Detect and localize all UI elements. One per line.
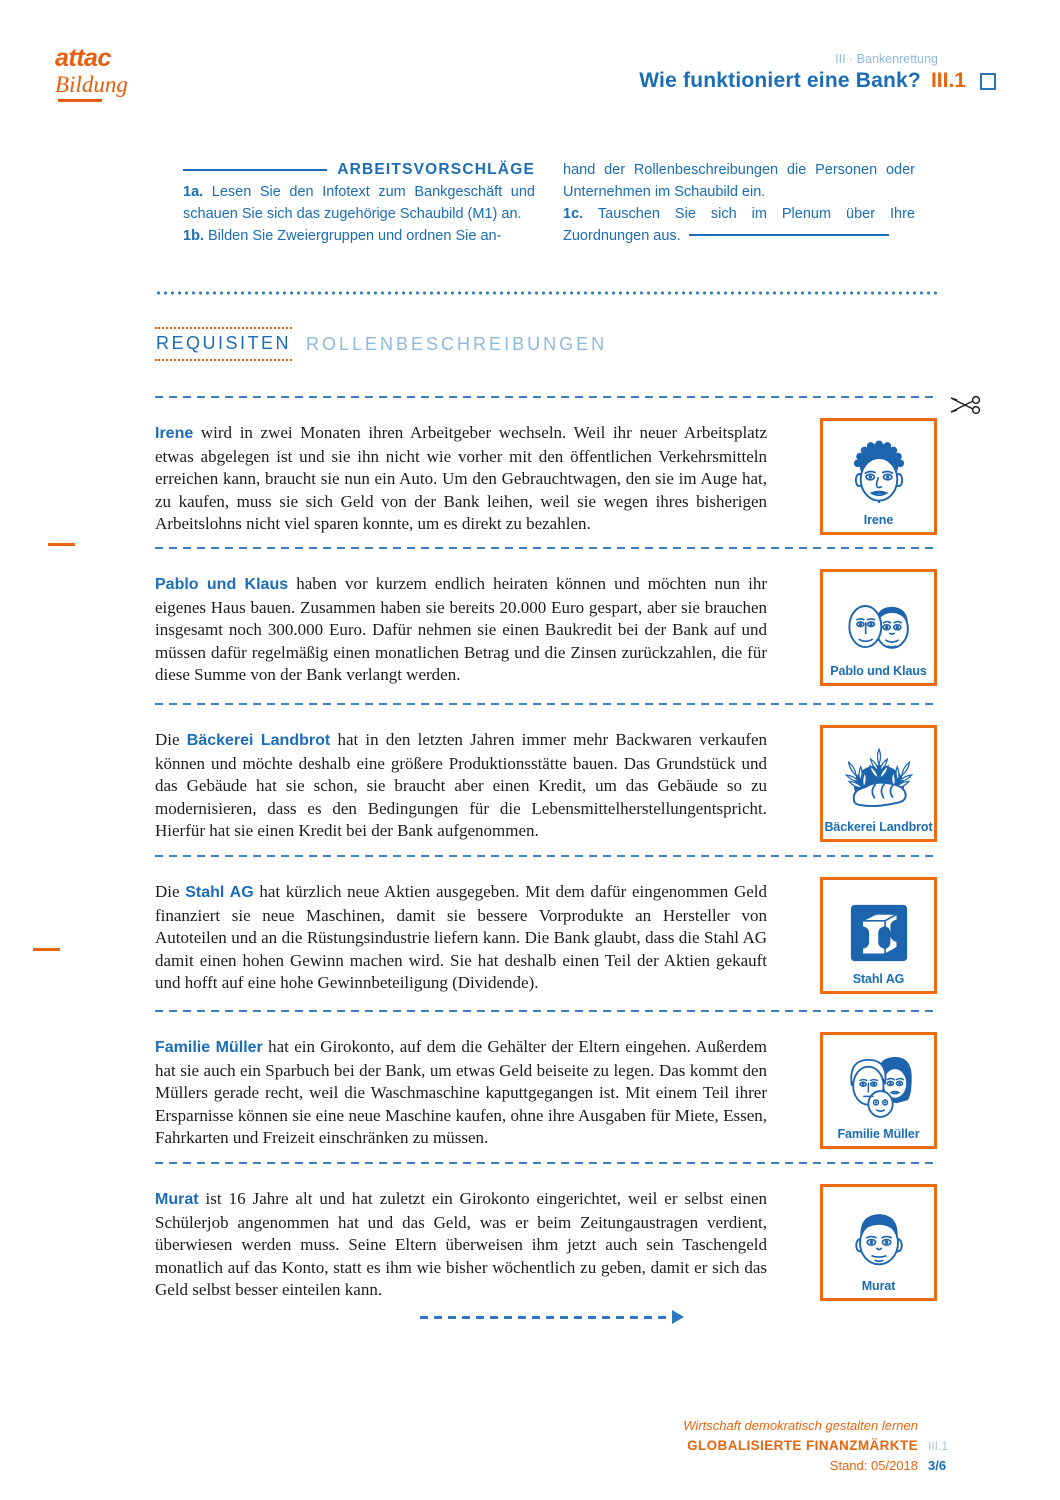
young-man-face-icon bbox=[841, 1202, 917, 1278]
task-number-1b: 1b. bbox=[183, 228, 204, 244]
arrow-dashed-line bbox=[420, 1316, 672, 1319]
role-text: Die Bäckerei Landbrot hat in den letzten Jahren immer mehr Backwaren verkaufen können und möchte deshalb eine größere Produktionsstätte bauen. Das Grundstück und das Gebäude hat sie schon, sie braucht aber einen Kredit, um das Gebäude so zu modernisieren, dass es den Bedingungen für die Lebensmittelherstellungentspricht. Hierfür hat sie einen Kredit bei der Bank aufgenommen. bbox=[155, 730, 768, 840]
role-text: Pablo und Klaus haben vor kurzem endlich heiraten können und möchten nun ihr eigenes Haus bauen. Zusammen haben sie bereits 20.000 Euro gespart, aber sie brauchen insgesamt noch 300.000 Euro. Dafür nehmen sie einen Baukredit bei der Bank auf und müssen dafür regelmäßig einen monatlichen Betrag und die Zinsen zurückzahlen, die für diese Summe von der Bank verlangt werden. bbox=[155, 574, 767, 684]
role-text: Irene wird in zwei Monaten ihren Arbeitgeber wechseln. Weil ihr neuer Arbeitsplatz etwas abgelegen ist und sie ihn nicht wie vorher mit den öffentlichen Verkehrsmitteln erreichen kann, braucht sie nun ein Auto. Um den Gebrauchtwagen, den sie im Auge hat, zu kaufen, muss sie sich Geld von der Bank leihen, weil sie wegen ihres bisherigen Arbeitslohns nicht viel sparen konnte, um es direkt zu bezahlen. bbox=[155, 423, 767, 533]
logo-word-attac: attac bbox=[55, 44, 111, 72]
role-card-label: Bäckerei Landbrot bbox=[824, 820, 933, 834]
role-card-baeckerei bbox=[820, 725, 937, 842]
footer-page-number: 3/6 bbox=[928, 1458, 947, 1473]
footer-module-number: III.1 bbox=[928, 1439, 949, 1453]
role-descriptions bbox=[155, 396, 937, 1324]
tasks-heading-row bbox=[183, 159, 535, 181]
fold-mark bbox=[48, 543, 75, 546]
dashed-separator bbox=[155, 703, 937, 705]
dashed-separator bbox=[155, 1162, 937, 1164]
role-name: Irene bbox=[155, 425, 194, 442]
role-card-label: Irene bbox=[863, 513, 894, 527]
page-footer bbox=[683, 1418, 960, 1473]
tasks-text-right: hand der Rollenbeschreibungen die Personen oder Unternehmen im Schaubild ein. 1c. Tauschen Sie sich im Plenum über Ihre Zuordnungen aus. bbox=[563, 162, 915, 244]
heading-rule bbox=[183, 169, 327, 171]
tasks-text-left: 1a. Lesen Sie den Infotext zum Bankgeschäft und schauen Sie sich das zugehörige Schaubild (M1) an. 1b. Bilden Sie Zweiergruppen und ordnen Sie an- bbox=[183, 184, 535, 244]
tasks-column-left bbox=[183, 159, 535, 247]
tasks-heading: ARBEITSVORSCHLÄGE bbox=[337, 161, 535, 178]
closing-rule bbox=[689, 234, 889, 236]
fold-mark bbox=[33, 948, 60, 951]
role-card-familie-mueller bbox=[820, 1032, 937, 1149]
steel-beam-icon bbox=[841, 895, 917, 971]
bread-and-wheat-icon bbox=[841, 743, 917, 819]
dashed-separator bbox=[155, 396, 937, 398]
logo-word-bildung: Bildung bbox=[55, 72, 128, 97]
page-header bbox=[639, 52, 996, 93]
role-card-label: Pablo und Klaus bbox=[830, 664, 927, 678]
continue-arrow bbox=[420, 1310, 937, 1324]
attac-bildung-logo bbox=[55, 46, 128, 102]
role-name: Stahl AG bbox=[185, 884, 254, 901]
role-text: Murat ist 16 Jahre alt und hat zuletzt ein Girokonto eingerichtet, weil er selbst einen Schülerjob angenommen hat und das Geld, was er beim Zeitungaustragen verdient, überwiesen werden muss. Seine Eltern überweisen ihm jetzt auch sein Taschengeld monatlich auf das Konto, statt es ihm wie bisher wöchentlich zu geben, damit er sich das Geld selbst besser einteilen kann. bbox=[155, 1189, 767, 1299]
role-card-murat bbox=[820, 1184, 937, 1301]
title-row bbox=[639, 69, 996, 93]
footer-series-title: GLOBALISIERTE FINANZMÄRKTE bbox=[687, 1438, 918, 1453]
task-number-1c: 1c. bbox=[563, 206, 584, 222]
arrow-head-icon bbox=[672, 1310, 684, 1324]
tasks-column-right bbox=[563, 159, 915, 247]
dashed-separator bbox=[155, 547, 937, 549]
chapter-kicker: III · Bankenrettung bbox=[835, 52, 938, 66]
role-name: Pablo und Klaus bbox=[155, 576, 289, 593]
role-card-label: Stahl AG bbox=[852, 972, 905, 986]
dotted-divider bbox=[155, 291, 937, 295]
section-sublabel: ROLLENBESCHREIBUNGEN bbox=[306, 333, 608, 354]
role-entry-irene bbox=[155, 398, 937, 547]
role-card-irene bbox=[820, 418, 937, 535]
woman-curly-hair-face-icon bbox=[841, 436, 917, 512]
role-card-label: Familie Müller bbox=[837, 1127, 920, 1141]
role-entry-stahl-ag bbox=[155, 857, 937, 1010]
role-card-stahl-ag bbox=[820, 877, 937, 994]
scissors-icon bbox=[949, 394, 983, 421]
dashed-separator bbox=[155, 855, 937, 857]
footer-date: Stand: 05/2018 bbox=[829, 1458, 918, 1473]
role-name: Bäckerei Landbrot bbox=[186, 732, 331, 749]
module-number: III.1 bbox=[930, 69, 966, 92]
role-text: Die Stahl AG hat kürzlich neue Aktien ausgegeben. Mit dem dafür eingenommen Geld finanziert sie neue Maschinen, damit sie bessere Vorprodukte an Hersteller von Autoteilen und an die Rüstungsindustrie liefern kann. Die Bank glaubt, dass die Stahl AG damit einen hohen Gewinn machen wird. Sie hat deshalb einen Teil der Aktien gekauft und hofft auf eine hohe Gewinnbeteiligung (Dividende). bbox=[155, 882, 767, 992]
role-entry-familie-mueller bbox=[155, 1012, 937, 1162]
role-entry-pablo-klaus bbox=[155, 549, 937, 703]
two-men-faces-icon bbox=[841, 587, 917, 663]
logo-underline bbox=[58, 99, 102, 102]
section-label: REQUISITEN bbox=[155, 327, 292, 361]
footer-tagline: Wirtschaft demokratisch gestalten lernen bbox=[683, 1418, 918, 1433]
square-outline-icon bbox=[980, 73, 996, 90]
role-entry-baeckerei bbox=[155, 705, 937, 855]
role-text: Familie Müller hat ein Girokonto, auf dem die Gehälter der Eltern eingehen. Außerdem hat sie auch ein Sparbuch bei der Bank, um etwas Geld beiseite zu legen. Das kommt den Müllers gerade recht, weil die Waschmaschine kaputtgegangen ist. Mit einem Teil ihrer Ersparnisse können sie eine neue Maschine kaufen, ohne ihre Ausgaben für Miete, Essen, Fahrkarten und Freizeit einschränken zu müssen. bbox=[155, 1037, 767, 1147]
role-name: Familie Müller bbox=[155, 1039, 263, 1056]
tasks-section bbox=[183, 159, 915, 247]
page-title: Wie funktioniert eine Bank? bbox=[639, 69, 921, 92]
dashed-separator bbox=[155, 1010, 937, 1012]
section-heading bbox=[155, 327, 607, 361]
family-faces-icon bbox=[841, 1050, 917, 1126]
role-card-pablo-klaus bbox=[820, 569, 937, 686]
role-entry-murat bbox=[155, 1164, 937, 1304]
role-name: Murat bbox=[155, 1191, 199, 1208]
role-card-label: Murat bbox=[861, 1279, 896, 1293]
task-number-1a: 1a. bbox=[183, 184, 204, 200]
